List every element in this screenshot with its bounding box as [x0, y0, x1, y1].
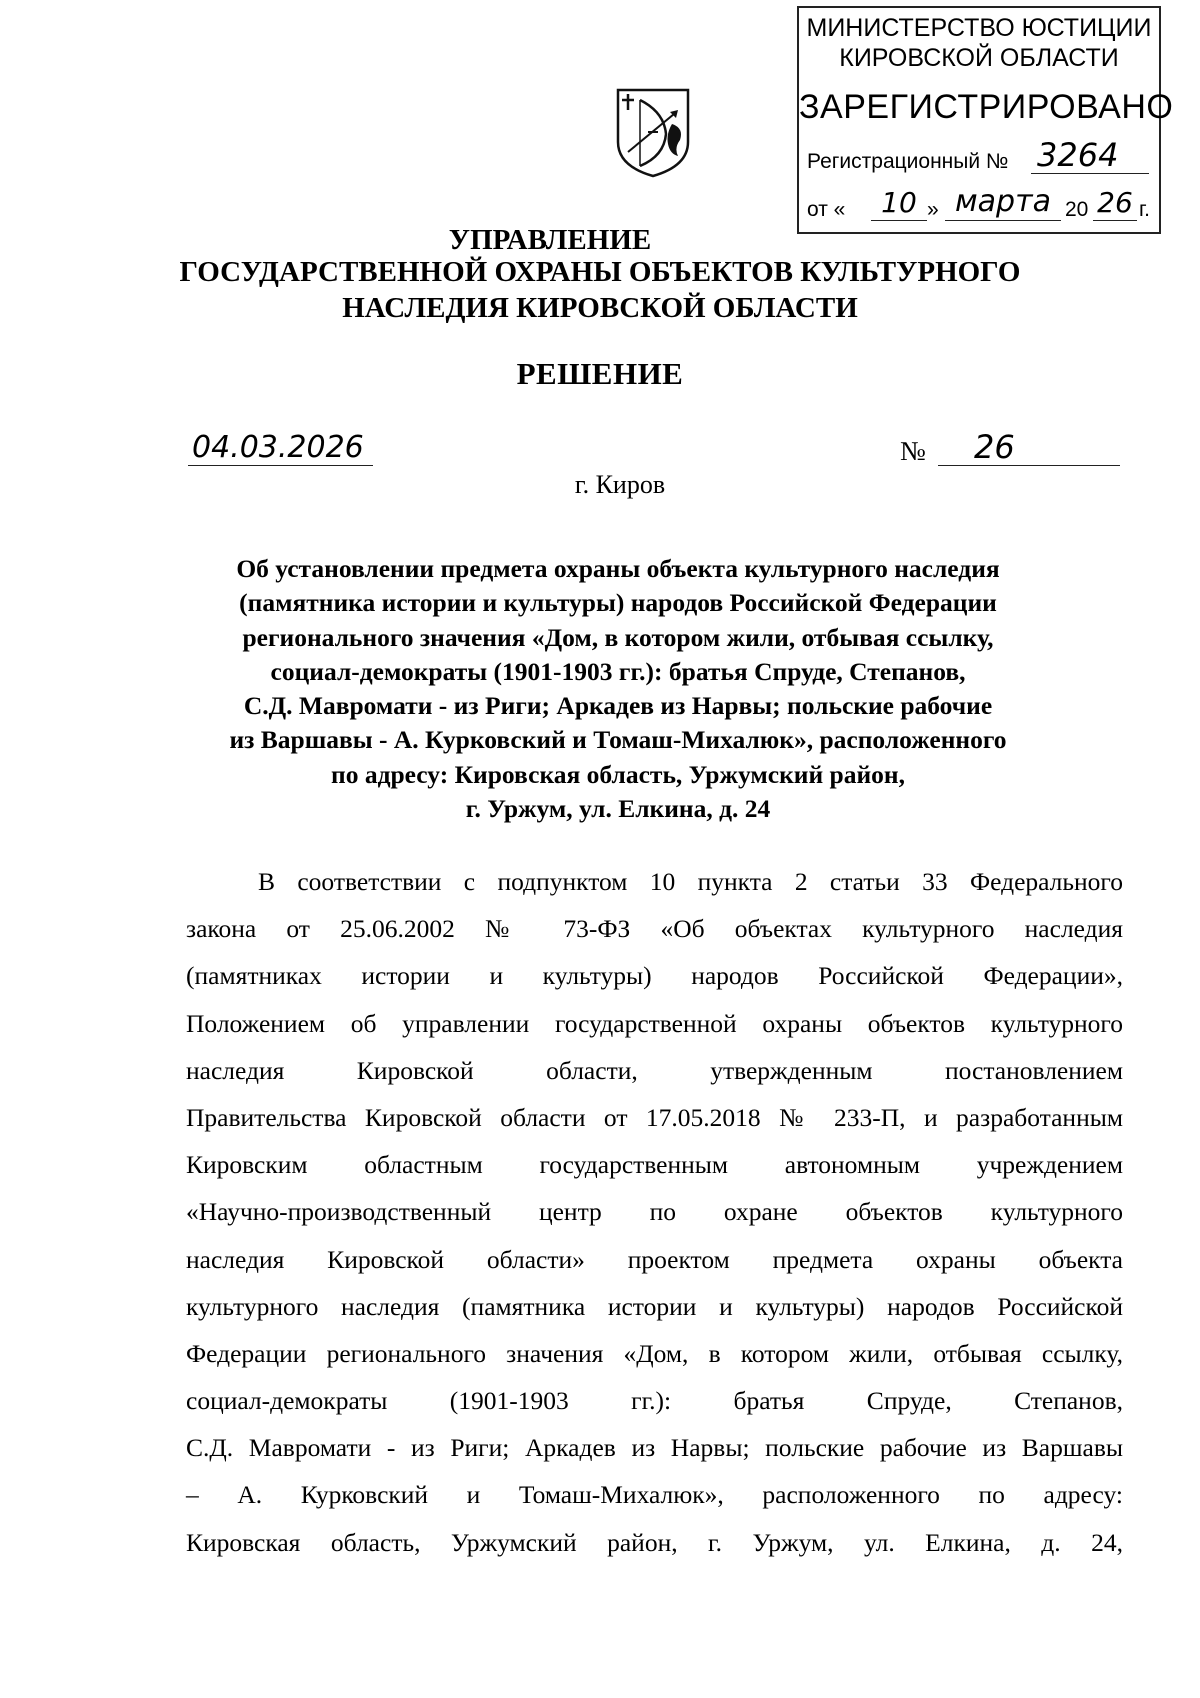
subject-line: по адресу: Кировская область, Уржумский район,: [331, 759, 905, 789]
subject-line: Об установлении предмета охраны объекта культурного наследия: [236, 554, 1000, 583]
subject-line: из Варшавы - А. Курковский и Томаш-Михалюк», расположенного: [229, 725, 1007, 755]
document-number: 26: [938, 428, 1120, 466]
body-line: В соответствии с подпунктом 10 пункта 2 статьи 33 Федерального: [258, 867, 1123, 896]
body-line: Положением об управлении государственной охраны объектов культурного: [186, 1008, 1123, 1038]
body-line: С.Д. Мавромати - из Риги; Аркадев из Нарвы; польские рабочие из Варшавы: [186, 1433, 1123, 1463]
body-line: Федерации регионального значения «Дом, в котором жили, отбывая ссылку,: [186, 1338, 1123, 1368]
document-body: [186, 858, 1123, 1566]
coat-of-arms-icon: [614, 84, 692, 180]
stamp-date-day: 10: [871, 186, 927, 221]
org-name-line1: УПРАВЛЕНИЕ: [448, 224, 652, 256]
body-line: (памятниках истории и культуры) народов Российской Федерации»,: [186, 961, 1123, 991]
body-line: – А. Курковский и Томаш-Михалюк», расположенного по адресу:: [186, 1480, 1123, 1510]
number-sign: №: [900, 436, 926, 466]
stamp-date-quote-close: »: [927, 198, 939, 221]
body-line: социал-демократы (1901-1903 гг.): братья Спруде, Степанов,: [186, 1386, 1123, 1416]
stamp-date-year-suffix: 26: [1093, 186, 1137, 221]
stamp-ministry-line2: КИРОВСКОЙ ОБЛАСТИ: [839, 44, 1119, 72]
body-line: Правительства Кировской области от 17.05.2018 № 233-П, и разработанным: [186, 1102, 1123, 1132]
body-line: культурного наследия (памятника истории и культуры) народов Российской: [186, 1291, 1123, 1321]
body-line: наследия Кировской области, утвержденным постановлением: [186, 1055, 1123, 1085]
city: г. Киров: [574, 470, 666, 499]
stamp-date-month: марта: [945, 184, 1061, 221]
stamp-registered-title: ЗАРЕГИСТРИРОВАНО: [799, 88, 1174, 126]
subject-line: регионального значения «Дом, в котором жили, отбывая ссылку,: [242, 622, 994, 652]
subject-line: г. Уржум, ул. Елкина, д. 24: [465, 794, 771, 824]
stamp-date-year-unit: г.: [1139, 198, 1150, 221]
org-name-line2: ГОСУДАРСТВЕННОЙ ОХРАНЫ ОБЪЕКТОВ КУЛЬТУРНОГО: [179, 256, 1021, 288]
org-name-line3: НАСЛЕДИЯ КИРОВСКОЙ ОБЛАСТИ: [342, 292, 858, 324]
stamp-ministry-line1: МИНИСТЕРСТВО ЮСТИЦИИ: [806, 14, 1152, 42]
body-line: наследия Кировской области» проектом предмета охраны объекта: [186, 1244, 1123, 1274]
body-line: Кировская область, Уржумский район, г. Уржум, ул. Елкина, д. 24,: [186, 1527, 1123, 1557]
document-subject: [150, 552, 1086, 826]
subject-line: социал-демократы (1901-1903 гг.): братья Спруде, Степанов,: [270, 656, 966, 686]
registration-stamp: [797, 6, 1174, 234]
stamp-date-year-prefix: 20: [1065, 198, 1089, 221]
subject-line: С.Д. Мавромати - из Риги; Аркадев из Нарвы; польские рабочие: [243, 691, 993, 721]
body-line: закона от 25.06.2002 № 73-ФЗ «Об объектах культурного наследия: [186, 914, 1123, 944]
stamp-reg-label: Регистрационный №: [807, 150, 1009, 173]
stamp-date-prefix: от «: [807, 198, 846, 221]
stamp-reg-number: 3264: [1031, 136, 1149, 174]
body-line: «Научно-производственный центр по охране объектов культурного: [186, 1197, 1123, 1227]
document-type: РЕШЕНИЕ: [516, 356, 684, 391]
subject-line: (памятника истории и культуры) народов Российской Федерации: [239, 588, 997, 618]
document-date: 04.03.2026: [188, 430, 373, 466]
body-line: Кировским областным государственным автономным учреждением: [186, 1150, 1123, 1180]
